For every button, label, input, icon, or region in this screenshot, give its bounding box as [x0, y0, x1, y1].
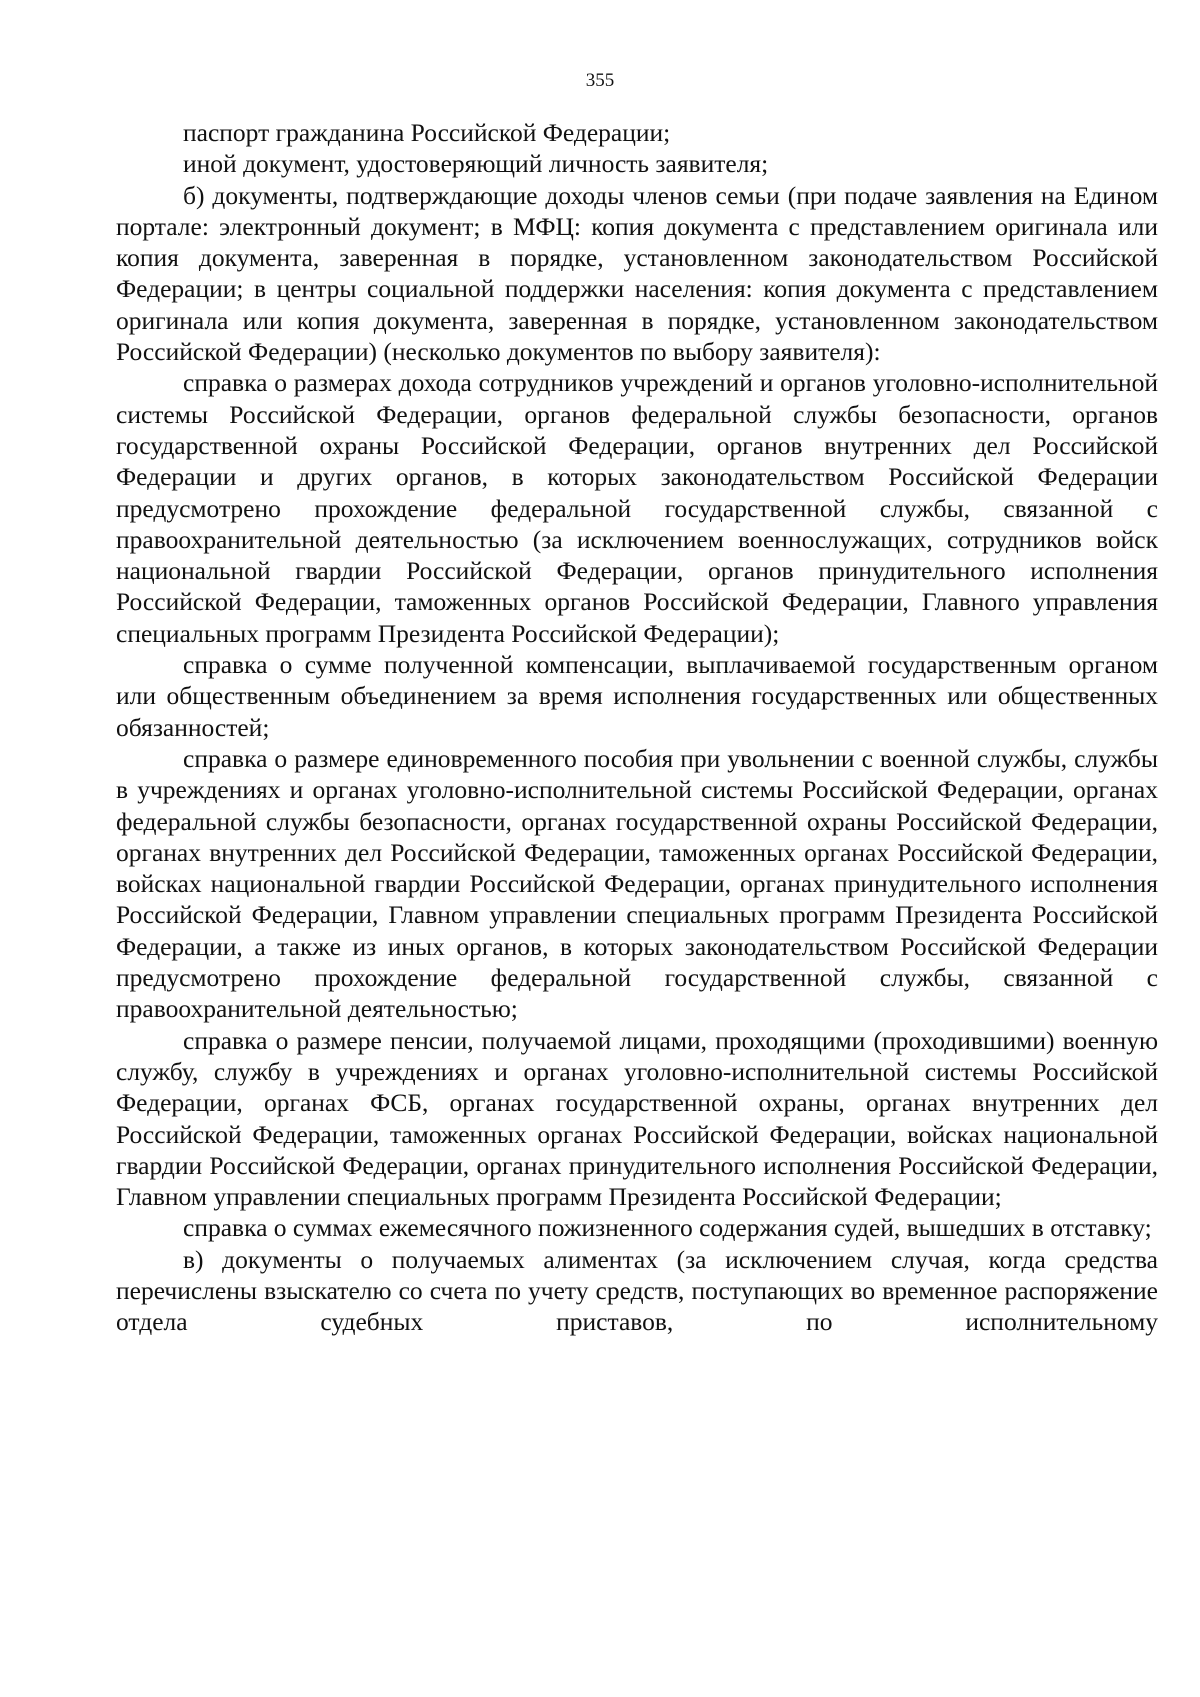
paragraph-passport: паспорт гражданина Российской Федерации;	[183, 118, 671, 147]
paragraph-alimony-documents: в) документы о получаемых алиментах (за исключением случая, когда средства перечислены взыскателю со счета по учету средств, поступающих во временное распоряжение отдела судебных приставов, по исполнительному	[116, 1244, 1158, 1337]
document-body	[116, 117, 1158, 1338]
paragraph-judges-maintenance-certificate: справка о суммах ежемесячного пожизненного содержания судей, вышедших в отставку;	[183, 1213, 1152, 1243]
paragraph-other-id-document: иной документ, удостоверяющий личность заявителя;	[183, 149, 769, 179]
paragraph-income-certificate-officers: справка о размерах дохода сотрудников учреждений и органов уголовно-исполнительной системы Российской Федерации, органов федеральной службы безопасности, органов государственной охраны Российской Федерации, органов внутренних дел Российской Федерации и других органов, в которых законодательством Российской Федерации предусмотрено прохождение федеральной государственной службы, связанной с правоохранительной деятельностью (за исключением военнослужащих, сотрудников войск национальной гвардии Российской Федерации, органов принудительного исполнения Российской Федерации, таможенных органов Российской Федерации, Главного управления специальных программ Президента Российской Федерации);	[116, 368, 1158, 648]
paragraph-severance-allowance-certificate: справка о размере единовременного пособия при увольнении с военной службы, службы в учреждениях и органах уголовно-исполнительной системы Российской Федерации, органах федеральной службы безопасности, органах государственной охраны Российской Федерации, органах внутренних дел Российской Федерации, таможенных органах Российской Федерации, войсках национальной гвардии Российской Федерации, органах принудительного исполнения Российской Федерации, Главном управлении специальных программ Президента Российской Федерации, а также из иных органов, в которых законодательством Российской Федерации предусмотрено прохождение федеральной государственной службы, связанной с правоохранительной деятельностью;	[116, 743, 1158, 1024]
paragraph-pension-certificate: справка о размере пенсии, получаемой лицами, проходящими (проходившими) военную службу, службу в учреждениях и органах уголовно-исполнительной системы Российской Федерации, органах ФСБ, органах государственной охраны, органах внутренних дел Российской Федерации, таможенных органах Российской Федерации, войсках национальной гвардии Российской Федерации, органах принудительного исполнения Российской Федерации, Главном управлении специальных программ Президента Российской Федерации;	[116, 1025, 1158, 1212]
paragraph-income-documents: б) документы, подтверждающие доходы членов семьи (при подаче заявления на Едином портале: электронный документ; в МФЦ: копия документа с представлением оригинала или копия документа, заверенная в порядке, установленном законодательством Российской Федерации; в центры социальной поддержки населения: копия документа с представлением оригинала или копия документа, заверенная в порядке, установленном законодательством Российской Федерации) (несколько документов по выбору заявителя):	[116, 180, 1158, 367]
page-number: 355	[585, 70, 615, 91]
paragraph-compensation-certificate: справка о сумме полученной компенсации, выплачиваемой государственным органом или общественным объединением за время исполнения государственных или общественных обязанностей;	[116, 650, 1158, 742]
